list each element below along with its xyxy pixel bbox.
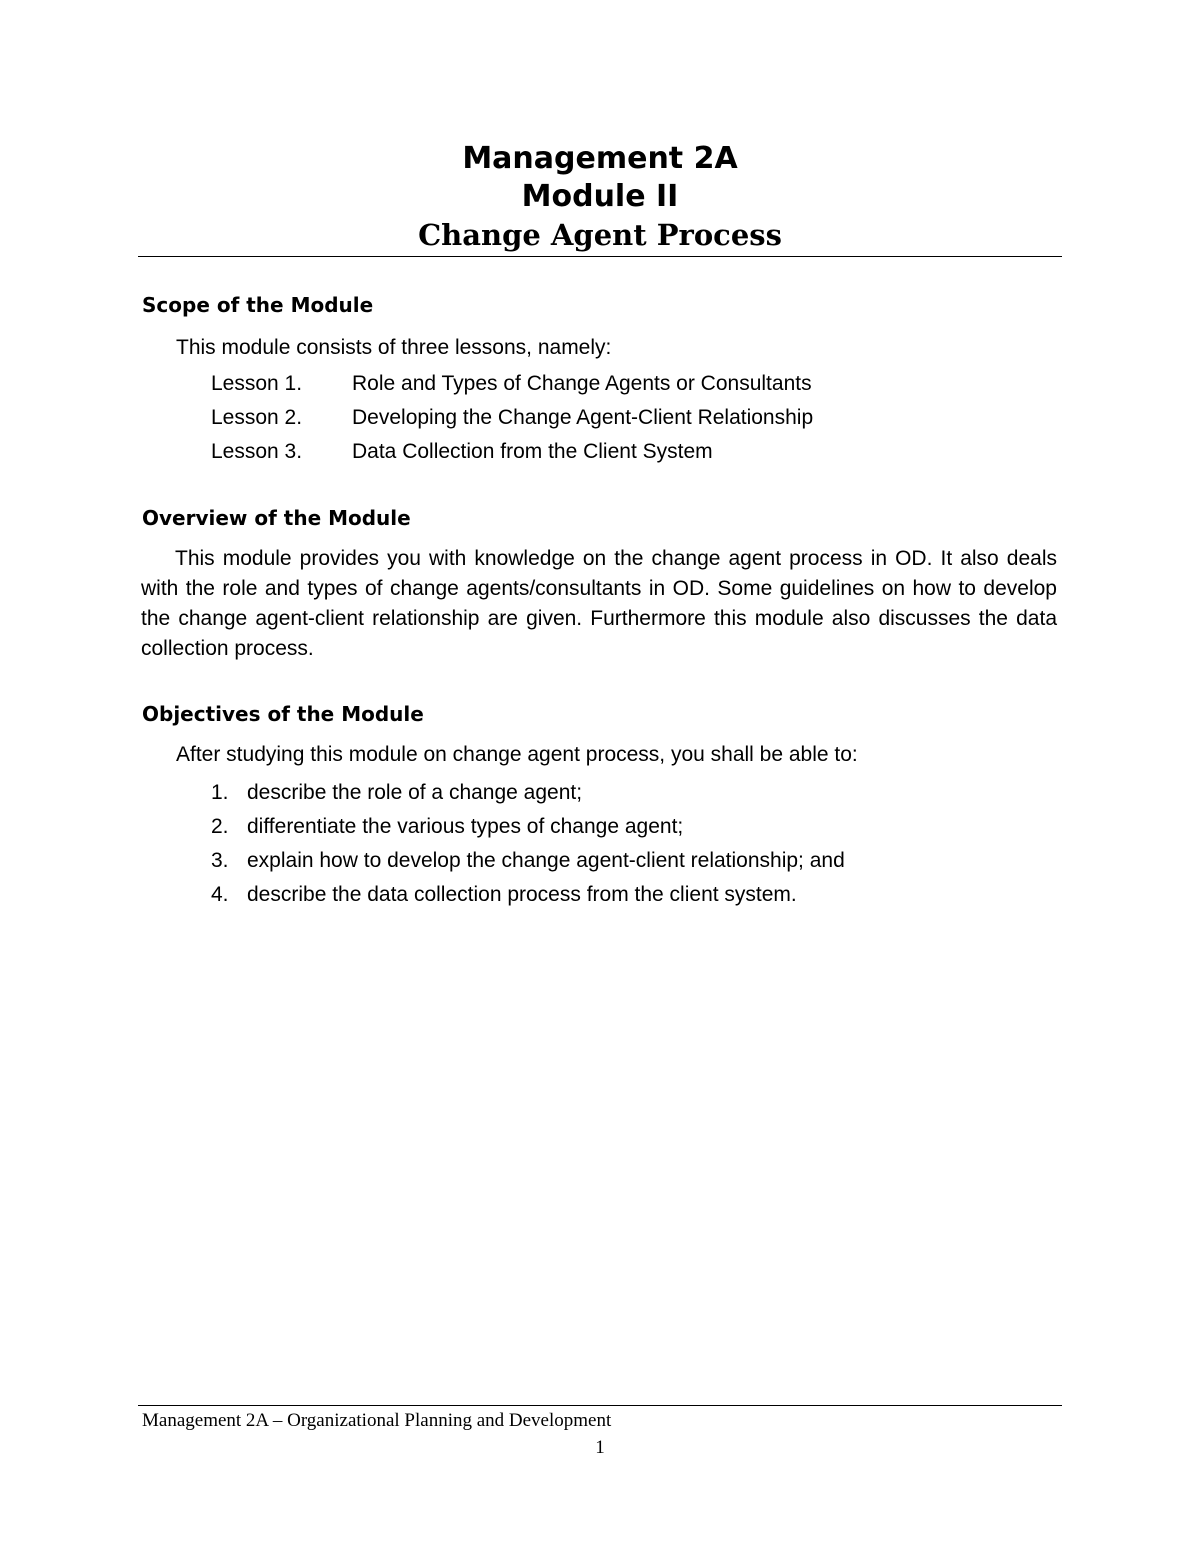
lesson-number: Lesson 3. <box>211 440 303 463</box>
objective-item <box>211 880 797 910</box>
title-block <box>138 140 1062 254</box>
objective-item <box>211 812 683 842</box>
objective-text: differentiate the various types of change agent; <box>247 815 684 838</box>
footer-text: Management 2A – Organizational Planning and Development <box>142 1410 612 1431</box>
objectives-intro: After studying this module on change agent process, you shall be able to: <box>176 743 858 766</box>
header-divider <box>138 256 1062 257</box>
lesson-number: Lesson 2. <box>211 406 303 429</box>
objective-number: 2. <box>211 815 229 838</box>
lesson-item <box>211 369 812 399</box>
page-title: Change Agent Process <box>418 218 782 252</box>
course-title: Management 2A <box>462 141 738 176</box>
objective-number: 3. <box>211 849 229 872</box>
scope-heading: Scope of the Module <box>142 293 374 317</box>
page-number: 1 <box>595 1437 605 1458</box>
objective-number: 4. <box>211 883 229 906</box>
lesson-title: Developing the Change Agent-Client Relationship <box>352 406 814 429</box>
objective-item <box>211 778 582 808</box>
lesson-number: Lesson 1. <box>211 372 303 395</box>
objective-text: describe the role of a change agent; <box>247 781 583 804</box>
overview-heading: Overview of the Module <box>142 506 411 530</box>
scope-intro: This module consists of three lessons, namely: <box>176 336 612 359</box>
lesson-title: Role and Types of Change Agents or Consultants <box>352 372 812 395</box>
footer-divider <box>138 1405 1062 1406</box>
lesson-item <box>211 437 713 467</box>
overview-paragraph: This module provides you with knowledge on the change agent process in OD. It also deals with the role and types of change agents/consultants in OD. Some guidelines on how to develop the change agent-client relationship are given. Furthermore this module also discusses the data collection process. <box>141 547 1057 660</box>
objective-item <box>211 846 845 876</box>
objective-text: describe the data collection process from the client system. <box>247 883 797 906</box>
lesson-title: Data Collection from the Client System <box>352 440 713 463</box>
lesson-item <box>211 403 813 433</box>
objective-number: 1. <box>211 781 229 804</box>
objective-text: explain how to develop the change agent-client relationship; and <box>247 849 845 872</box>
objectives-heading: Objectives of the Module <box>142 702 424 726</box>
module-title: Module II <box>521 179 679 214</box>
